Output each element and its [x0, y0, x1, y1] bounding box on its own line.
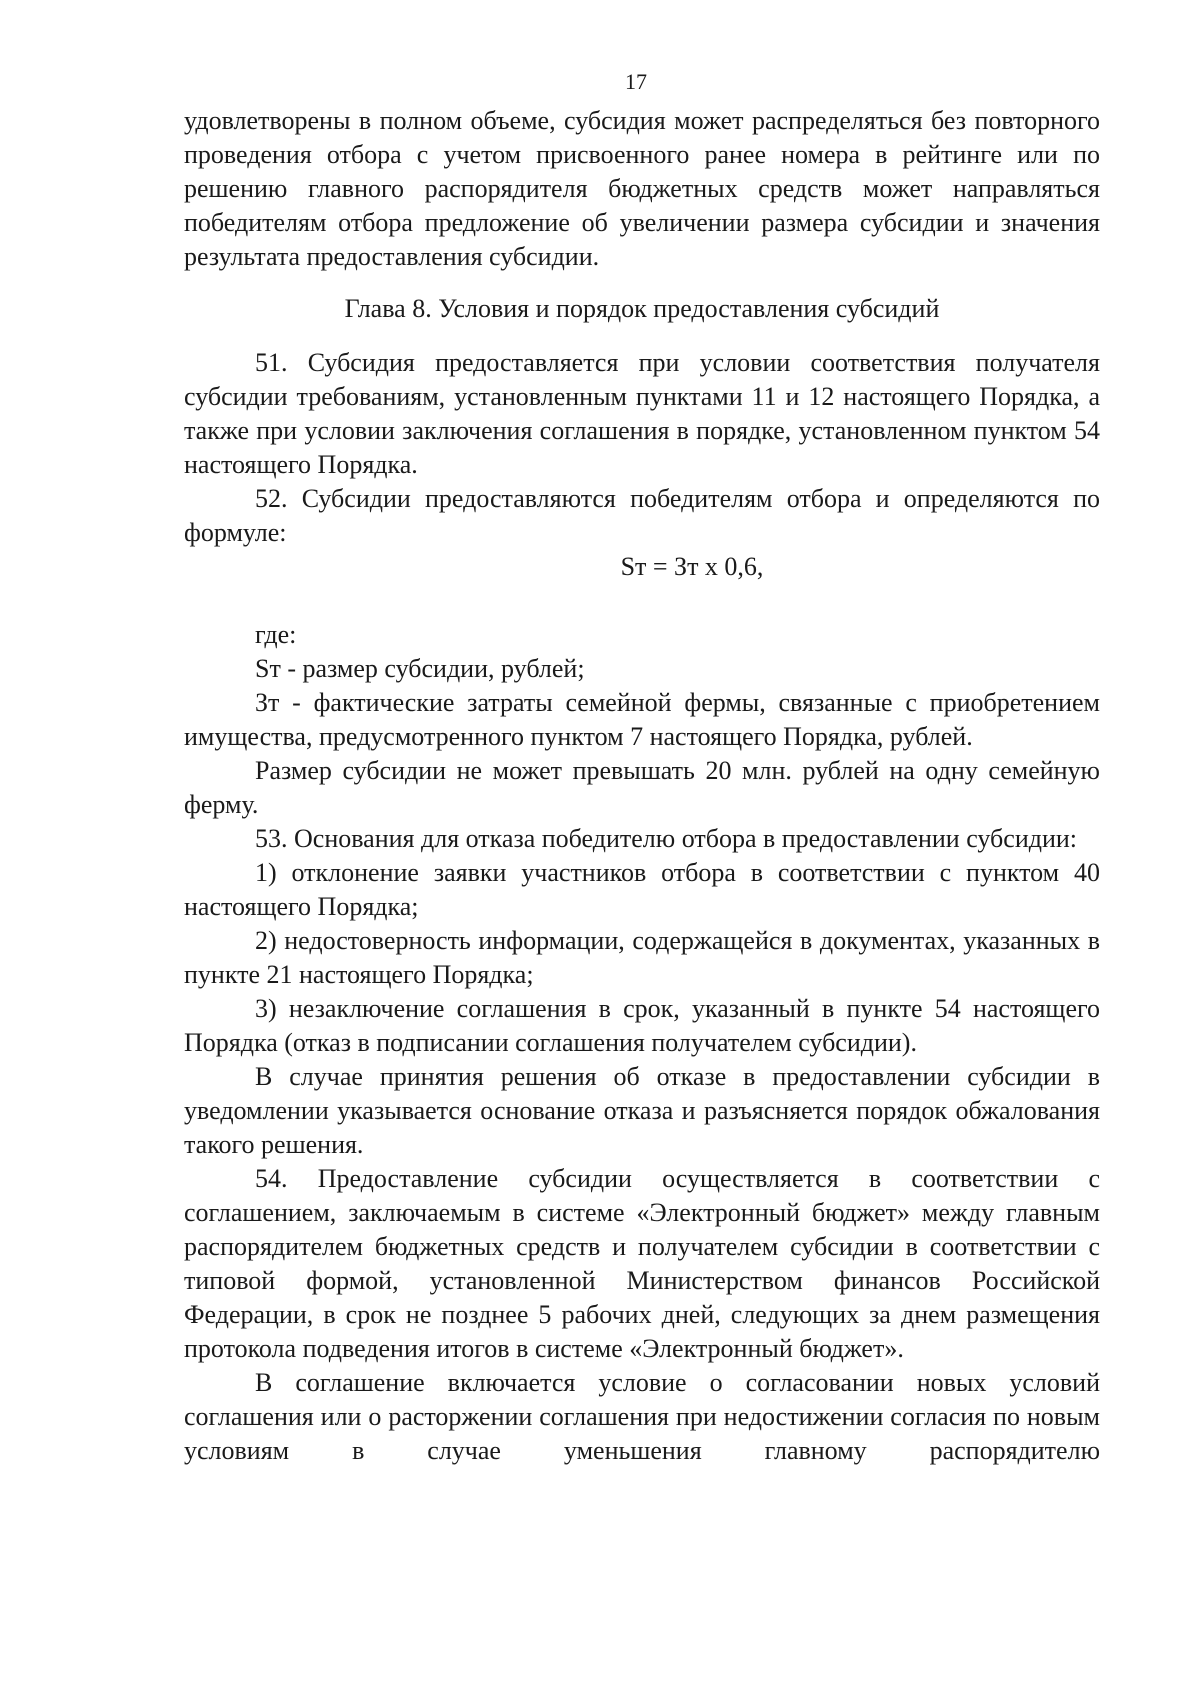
subsidy-limit: Размер субсидии не может превышать 20 млн. рублей на одну семейную ферму. [184, 756, 1100, 819]
definition-st: Sт - размер субсидии, рублей; [255, 654, 585, 683]
chapter-heading: Глава 8. Условия и порядок предоставления субсидий [344, 294, 940, 323]
paragraph-53: 53. Основания для отказа победителю отбора в предоставлении субсидии: [255, 824, 1078, 853]
agreement-paragraph: В соглашение включается условие о согласовании новых условий соглашения или о расторжении соглашения при недостижении согласия по новым условиям в случае уменьшения главному распорядителю [184, 1368, 1100, 1465]
where-label: где: [255, 620, 297, 649]
paragraph-54: 54. Предоставление субсидии осуществляется в соответствии с соглашением, заключаемым в системе «Электронный бюджет» между главным распорядителем бюджетных средств и получателем субсидии в соответствии с типовой формой, установленной Министерством финансов Российской Федерации, в срок не позднее 5 рабочих дней, следующих за днем размещения протокола подведения итогов в системе «Электронный бюджет». [184, 1164, 1100, 1363]
paragraph-51: 51. Субсидия предоставляется при условии соответствия получателя субсидии требованиям, установленным пунктами 11 и 12 настоящего Порядка, а также при условии заключения соглашения в порядке, установленном пунктом 54 настоящего Порядка. [184, 348, 1100, 479]
refusal-paragraph: В случае принятия решения об отказе в предоставлении субсидии в уведомлении указывается основание отказа и разъясняется порядок обжалования такого решения. [184, 1062, 1100, 1159]
paragraph-53-item-2: 2) недостоверность информации, содержащейся в документах, указанных в пункте 21 настоящего Порядка; [184, 926, 1100, 989]
intro-paragraph: удовлетворены в полном объеме, субсидия может распределяться без повторного проведения отбора с учетом присвоенного ранее номера в рейтинге или по решению главного распорядителя бюджетных средств может направляться победителям отбора предложение об увеличении размера субсидии и значения результата предоставления субсидии. [184, 106, 1100, 271]
definition-zt: Зт - фактические затраты семейной фермы, связанные с приобретением имущества, предусмотренного пунктом 7 настоящего Порядка, рублей. [184, 688, 1100, 751]
document-body [184, 104, 1100, 1468]
paragraph-52: 52. Субсидии предоставляются победителям отбора и определяются по формуле: [184, 484, 1100, 547]
subsidy-formula: Sт = Зт х 0,6, [620, 552, 764, 581]
paragraph-53-item-3: 3) незаключение соглашения в срок, указанный в пункте 54 настоящего Порядка (отказ в подписании соглашения получателем субсидии). [184, 994, 1100, 1057]
paragraph-53-item-1: 1) отклонение заявки участников отбора в соответствии с пунктом 40 настоящего Порядка; [184, 858, 1100, 921]
page-number: 17 [625, 69, 647, 94]
